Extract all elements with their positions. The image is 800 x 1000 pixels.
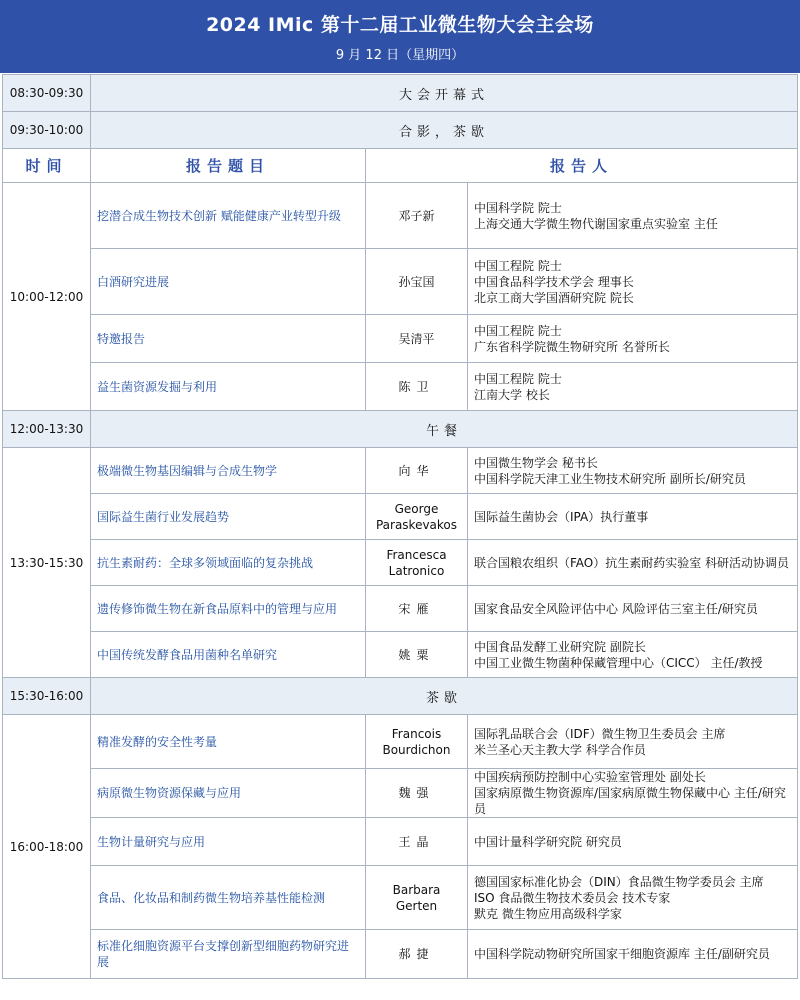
talk-topic: 白酒研究进展 xyxy=(91,249,366,315)
session-time: 10:00-12:00 xyxy=(3,183,91,411)
speaker-name: 姚粟 xyxy=(366,632,468,678)
talk-row xyxy=(3,866,798,930)
talk-row xyxy=(3,632,798,678)
talk-topic: 遗传修饰微生物在新食品原料中的管理与应用 xyxy=(91,586,366,632)
speaker-name: 郝捷 xyxy=(366,930,468,979)
affiliation-line: 中国计量科学研究院 研究员 xyxy=(474,834,622,849)
session-time: 13:30-15:30 xyxy=(3,448,91,678)
time-cell: 08:30-09:30 xyxy=(3,75,91,112)
band-label: 午餐 xyxy=(91,411,798,448)
event-date: 9 月 12 日（星期四） xyxy=(335,48,465,63)
band-row-lunch xyxy=(3,411,798,448)
speaker-name: 邓子新 xyxy=(366,183,468,249)
talk-topic: 极端微生物基因编辑与合成生物学 xyxy=(91,448,366,494)
affiliation-line: 中国工程院 院士 xyxy=(474,323,562,338)
time-cell: 12:00-13:30 xyxy=(3,411,91,448)
talk-row xyxy=(3,818,798,866)
affiliation-line: 默克 微生物应用高级科学家 xyxy=(474,906,622,921)
talk-row xyxy=(3,769,798,818)
agenda-header xyxy=(0,0,800,73)
time-cell: 09:30-10:00 xyxy=(3,112,91,149)
talk-topic: 中国传统发酵食品用菌种名单研究 xyxy=(91,632,366,678)
affiliation-line: 国家病原微生物资源库/国家病原微生物保藏中心 主任/研究员 xyxy=(474,786,786,816)
speaker-name: 王晶 xyxy=(366,818,468,866)
affiliation-line: 中国食品发酵工业研究院 副院长 xyxy=(474,639,646,654)
talk-topic: 挖潜合成生物技术创新 赋能健康产业转型升级 xyxy=(91,183,366,249)
band-row-photo-tea xyxy=(3,112,798,149)
talk-topic: 特邀报告 xyxy=(91,315,366,363)
affiliation-line: 中国工业微生物菌种保藏管理中心（CICC） 主任/教授 xyxy=(474,655,763,670)
affiliation-line: 中国科学院天津工业生物技术研究所 副所长/研究员 xyxy=(474,471,746,486)
column-header-time: 时间 xyxy=(3,149,91,183)
speaker-affiliation xyxy=(468,249,798,315)
talk-topic: 精准发酵的安全性考量 xyxy=(91,715,366,769)
time-cell: 15:30-16:00 xyxy=(3,678,91,715)
speaker-affiliation xyxy=(468,540,798,586)
speaker-affiliation xyxy=(468,930,798,979)
talk-topic: 食品、化妆品和制药微生物培养基性能检测 xyxy=(91,866,366,930)
speaker-name: Francesca Latronico xyxy=(366,540,468,586)
affiliation-line: 中国科学院 院士 xyxy=(474,200,562,215)
speaker-affiliation xyxy=(468,183,798,249)
talk-row xyxy=(3,183,798,249)
talk-row xyxy=(3,363,798,411)
affiliation-line: 中国微生物学会 秘书长 xyxy=(474,455,598,470)
band-label: 大会开幕式 xyxy=(91,75,798,112)
session-time: 16:00-18:00 xyxy=(3,715,91,979)
affiliation-line: 国际益生菌协会（IPA）执行董事 xyxy=(474,509,649,524)
speaker-affiliation xyxy=(468,315,798,363)
speaker-affiliation xyxy=(468,632,798,678)
talk-row xyxy=(3,448,798,494)
speaker-name: Francois Bourdichon xyxy=(366,715,468,769)
talk-row xyxy=(3,715,798,769)
speaker-name: 宋雁 xyxy=(366,586,468,632)
agenda-table xyxy=(2,74,798,979)
speaker-name: Barbara Gerten xyxy=(366,866,468,930)
affiliation-line: 米兰圣心天主教大学 科学合作员 xyxy=(474,742,646,757)
talk-topic: 益生菌资源发掘与利用 xyxy=(91,363,366,411)
affiliation-line: 国家食品安全风险评估中心 风险评估三室主任/研究员 xyxy=(474,601,758,616)
speaker-affiliation xyxy=(468,363,798,411)
speaker-name: 向华 xyxy=(366,448,468,494)
affiliation-line: 广东省科学院微生物研究所 名誉所长 xyxy=(474,339,670,354)
affiliation-line: 中国疾病预防控制中心实验室管理处 副处长 xyxy=(474,770,706,784)
talk-row xyxy=(3,315,798,363)
affiliation-line: 中国科学院动物研究所国家干细胞资源库 主任/副研究员 xyxy=(474,947,770,961)
talk-row xyxy=(3,586,798,632)
affiliation-line: 中国工程院 院士 xyxy=(474,258,562,273)
speaker-name: 陈卫 xyxy=(366,363,468,411)
affiliation-line: 德国国家标准化协会（DIN）食品微生物学委员会 主席 xyxy=(474,874,764,889)
talk-topic: 生物计量研究与应用 xyxy=(91,818,366,866)
speaker-affiliation xyxy=(468,769,798,818)
affiliation-line: 北京工商大学国酒研究院 院长 xyxy=(474,290,634,305)
band-label: 茶歇 xyxy=(91,678,798,715)
speaker-name: 魏强 xyxy=(366,769,468,818)
talk-row xyxy=(3,249,798,315)
talk-topic: 抗生素耐药：全球多领域面临的复杂挑战 xyxy=(91,540,366,586)
talk-row xyxy=(3,540,798,586)
affiliation-line: 中国工程院 院士 xyxy=(474,371,562,386)
talk-topic: 标准化细胞资源平台支撑创新型细胞药物研究进展 xyxy=(91,930,366,979)
band-row-tea xyxy=(3,678,798,715)
affiliation-line: 中国食品科学技术学会 理事长 xyxy=(474,274,634,289)
affiliation-line: 上海交通大学微生物代谢国家重点实验室 主任 xyxy=(474,216,718,231)
speaker-name: 吴清平 xyxy=(366,315,468,363)
column-header-topic: 报告题目 xyxy=(91,149,366,183)
talk-topic: 国际益生菌行业发展趋势 xyxy=(91,494,366,540)
column-header-row xyxy=(3,149,798,183)
speaker-affiliation xyxy=(468,494,798,540)
affiliation-line: 江南大学 校长 xyxy=(474,387,550,402)
speaker-affiliation xyxy=(468,448,798,494)
talk-row xyxy=(3,494,798,540)
speaker-affiliation xyxy=(468,586,798,632)
band-row-opening xyxy=(3,75,798,112)
speaker-name: George Paraskevakos xyxy=(366,494,468,540)
affiliation-line: ISO 食品微生物技术委员会 技术专家 xyxy=(474,890,671,905)
column-header-speaker: 报告人 xyxy=(366,149,798,183)
page-title: 2024 IMic 第十二届工业微生物大会主会场 xyxy=(206,14,594,36)
speaker-affiliation xyxy=(468,818,798,866)
talk-topic: 病原微生物资源保藏与应用 xyxy=(91,769,366,818)
speaker-name: 孙宝国 xyxy=(366,249,468,315)
speaker-affiliation xyxy=(468,866,798,930)
band-label: 合影，茶歇 xyxy=(91,112,798,149)
speaker-affiliation xyxy=(468,715,798,769)
talk-row xyxy=(3,930,798,979)
affiliation-line: 国际乳品联合会（IDF）微生物卫生委员会 主席 xyxy=(474,726,726,741)
affiliation-line: 联合国粮农组织（FAO）抗生素耐药实验室 科研活动协调员 xyxy=(474,555,790,570)
